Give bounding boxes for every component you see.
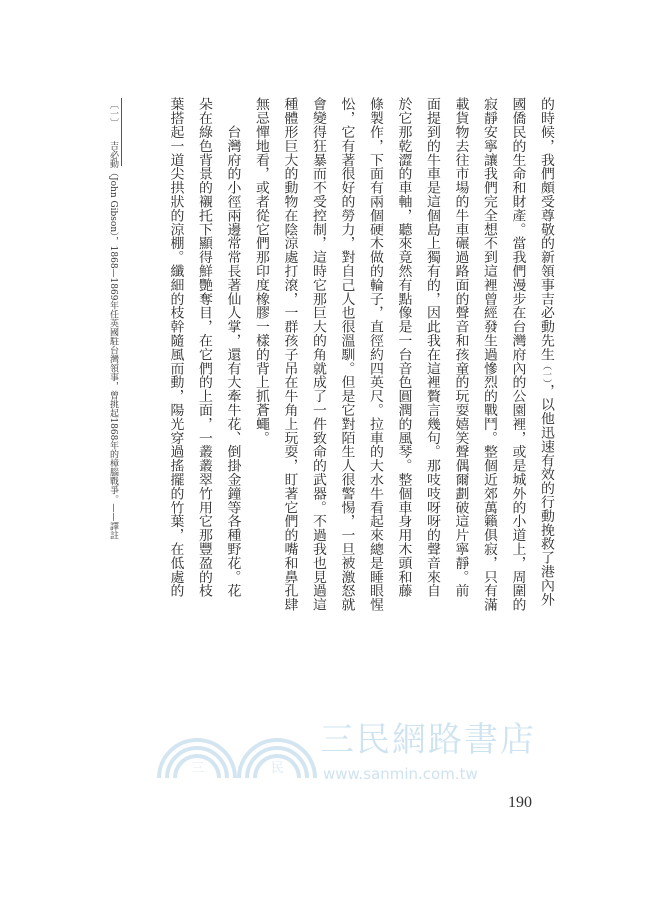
watermark-title: 三民網路書店: [320, 720, 536, 760]
sanmin-logo-icon: [155, 726, 320, 778]
footnote-text: 吉必動（John Gibson），1868—1869年任英國駐台灣領事，曾挑起1868年的樟腦戰爭。——譯註: [108, 141, 118, 540]
text-column: 種體形巨大的動物在陰涼處打滾，一群孩子吊在牛角上玩耍，盯著它們的嘴和鼻孔肆: [281, 97, 298, 612]
footnote: [106, 100, 120, 660]
text-column: 朵在綠色背景的襯托下顯得鮮艷奪目，在它們的上面，一叢叢翠竹用它那豐盈的枝: [196, 97, 212, 598]
text-column: 葉搭起一道尖拱狀的涼棚。纖細的枝幹隨風而動，陽光穿過搖擺的竹葉，在低處的: [167, 97, 184, 598]
text-column: 寂靜安寧讓我們完全想不到這裡曾經發生過慘烈的戰鬥。整個近郊萬籟俱寂，只有滿: [481, 97, 497, 612]
logo-char: 三: [191, 761, 205, 776]
text-column: 面提到的牛車是這個島上獨有的，因此我在這裡贅言幾句。那吱吱呀呀的聲音來自: [424, 97, 440, 598]
text-column: 忪，它有著很好的勞力，對自己人也很溫馴。但是它對陌生人很警惕，一旦被激怒就: [338, 97, 355, 612]
watermark: [155, 720, 536, 788]
watermark-url: www.sanmin.com.tw: [323, 765, 478, 783]
text-column: 台灣府的小徑兩邊常常長著仙人掌，還有大牽牛花、倒掛金鐘等各種野花。花: [224, 97, 241, 598]
footnote-divider: [121, 98, 122, 166]
text-column: 條製作，下面有兩個硬木做的輪子，直徑約四英尺。拉車的大水牛看起來總是睡眼惺: [367, 97, 383, 612]
text-column: 國僑民的生命和財產。當我們漫步在台灣府內的公園裡，或是城外的小道上，周圍的: [509, 97, 526, 612]
text-column: [532, 97, 561, 637]
text-column: 無忌憚地看，或者從它們那印度橡膠一樣的背上抓蒼蠅。: [253, 97, 269, 445]
page-number: 190: [508, 794, 532, 811]
text-column: 載貨物去往市場的牛車碾過路面的聲音和孩童的玩耍嬉笑聲偶爾劃破這片寧靜。前: [452, 97, 469, 598]
text-column: 於它那乾澀的車軸，聽來竟然有點像是一台音色圓潤的風琴。整個車身用木頭和藤: [395, 97, 412, 598]
text-column: 會變得狂暴而不受控制，這時它那巨大的角就成了一件致命的武器。不過我也見過這: [310, 97, 326, 612]
footnote-marker: 〔一〕: [108, 100, 118, 127]
footnote-reference[interactable]: （一）: [541, 361, 551, 384]
text-line: ，以他迅速有效的行動挽救了港內外: [538, 383, 554, 607]
text-line: 的時候，我們頗受尊敬的新領事吉必動先生: [538, 97, 554, 362]
body-text: [160, 97, 560, 637]
logo-char: 民: [271, 761, 285, 776]
